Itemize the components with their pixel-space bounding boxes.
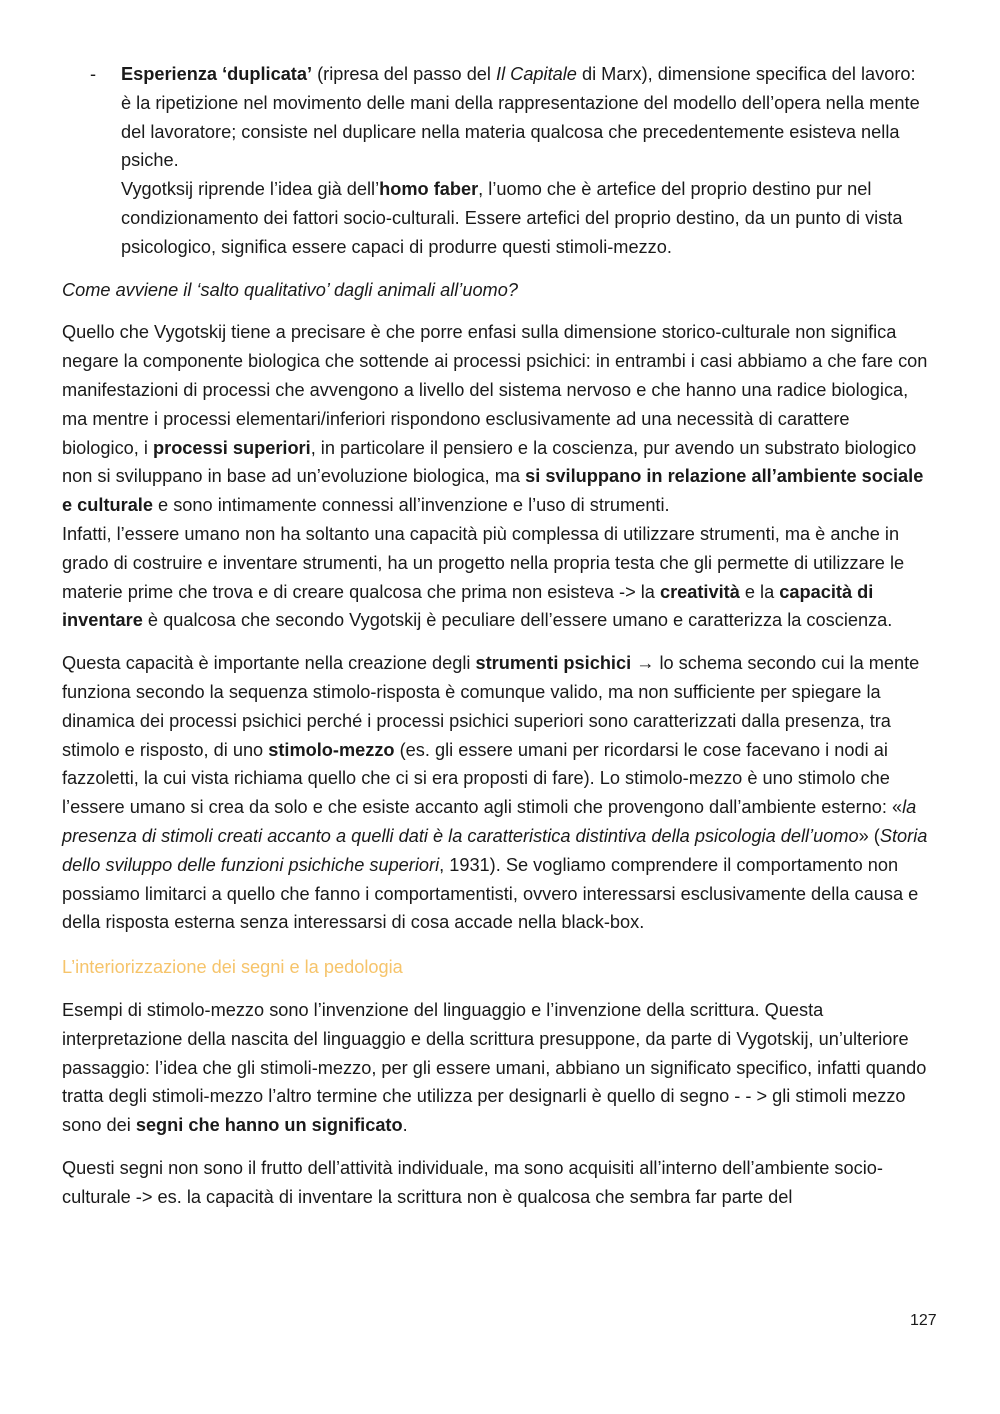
bullet-paragraph-1: Esperienza ‘duplicata’ (ripresa del passo del Il Capitale di Marx), dimensione specifica del lavoro: è la ripetizione nel movimento delle mani della rappresentazione del modello dell’opera nella mente del lavoratore; consiste nel duplicare nella materia qualcosa che precedentemente esisteva nella psiche. [121, 64, 920, 171]
paragraph-2: Infatti, l’essere umano non ha soltanto una capacità più complessa di utilizzare strumenti, ma è anche in grado di costruire e inventare strumenti, ha un progetto nella propria testa che gli permette di utilizzare le materie prime che trova e di creare qualcosa che prima non esisteva -> la creatività e la capacità di inventare è qualcosa che secondo Vygotskij è peculiare dell’essere umano e caratterizza la coscienza. [62, 523, 905, 631]
question-line: Come avviene il ‘salto qualitativo’ dagli animali all’uomo? [62, 279, 518, 300]
bullet-dash: - [90, 64, 97, 84]
paragraph-3: Questa capacità è importante nella creazione degli strumenti psichici → lo schema secondo cui la mente funziona secondo la sequenza stimolo-risposta è comunque valido, ma non sufficiente per spiegare la dinamica dei processi psichici perché i processi psichici superiori sono caratterizzati dalla presenza, tra stimolo e risposto, di uno stimolo-mezzo (es. gli essere umani per ricordarsi le cose facevano i nodi ai fazzoletti, la cui vista richiama quello che ci si era proposti di fare). Lo stimolo-mezzo è uno stimolo che l’essere umano si crea da solo e che esiste accanto agli stimoli che provengono dall’ambiente esterno: «la presenza di stimoli creati accanto a quelli dati è la caratteristica distintiva della psicologia dell’uomo» (Storia dello sviluppo delle funzioni psichiche superiori, 1931). Se vogliamo comprendere il comportamento non possiamo limitarci a quello che fanno i comportamentisti, ovvero interessarsi esclusivamente della causa e della risposta esterna senza interessarsi di cosa accade nella black-box. [62, 653, 928, 933]
paragraph-4: Esempi di stimolo-mezzo sono l’invenzione del linguaggio e l’invenzione della scrittura. Questa interpretazione della nascita del linguaggio e della scrittura presuppone, da parte di Vygotskij, un’ulteriore passaggio: l’idea che gli stimoli-mezzo, per gli essere umani, abbiano un significato specifico, infatti quando tratta degli stimoli-mezzo l’altro termine che utilizza per designarli è quello di segno - - > gli stimoli mezzo sono dei segni che hanno un significato. [62, 999, 927, 1136]
paragraph-5: Questi segni non sono il frutto dell’attività individuale, ma sono acquisiti all’interno dell’ambiente socio-culturale -> es. la capacità di inventare la scrittura non è qualcosa che sembra far parte del [62, 1157, 883, 1207]
bold-term: segni che hanno un significato [135, 1115, 403, 1136]
section-heading: L’interiorizzazione dei segni e la pedologia [62, 957, 403, 978]
paragraph-1: Quello che Vygotskij tiene a precisare è che porre enfasi sulla dimensione storico-culturale non significa negare la componente biologica che sottende ai processi psichici: in entrambi i casi abbiamo a che fare con manifestazioni di processi che avvengono a livello del sistema nervoso e che hanno una radice biologica, ma mentre i processi elementari/inferiori rispondono esclusivamente ad una necessità di carattere biologico, i processi superiori, in particolare il pensiero e la coscienza, pur avendo un substrato biologico non si sviluppano in base ad un’evoluzione biologica, ma si sviluppano in relazione all’ambiente sociale e culturale e sono intimamente connessi all’invenzione e l’uso di strumenti. [62, 322, 928, 516]
bold-term: creatività [659, 581, 740, 602]
bold-term: strumenti psichici [475, 653, 632, 674]
italic-quote: la presenza di stimoli creati accanto a quelli dati è la caratteristica distintiva della psicologia dell’uomo [62, 797, 917, 846]
bold-term: homo faber [379, 179, 479, 200]
arrow-icon: → [631, 653, 660, 674]
page-number: 127 [910, 1312, 937, 1329]
bold-term: Esperienza ‘duplicata’ [121, 64, 313, 84]
document-page [62, 60, 928, 1211]
bold-term: stimolo-mezzo [268, 739, 395, 760]
bullet-paragraph-2: Vygotksij riprende l’idea già dell’homo faber, l’uomo che è artefice del proprio destino pur nel condizionamento dei fattori socio-culturali. Essere artefici del proprio destino, da un punto di vista psicologico, significa essere capaci di produrre questi stimoli-mezzo. [121, 179, 903, 257]
bold-term: capacità di inventare [62, 581, 874, 631]
italic-title: Il Capitale [496, 64, 577, 84]
bold-term: processi superiori [153, 437, 311, 458]
italic-title: Storia dello sviluppo delle funzioni psichiche superiori [62, 825, 928, 875]
bold-term: si sviluppano in relazione all’ambiente sociale e culturale [62, 466, 924, 516]
bullet-item [62, 60, 928, 262]
